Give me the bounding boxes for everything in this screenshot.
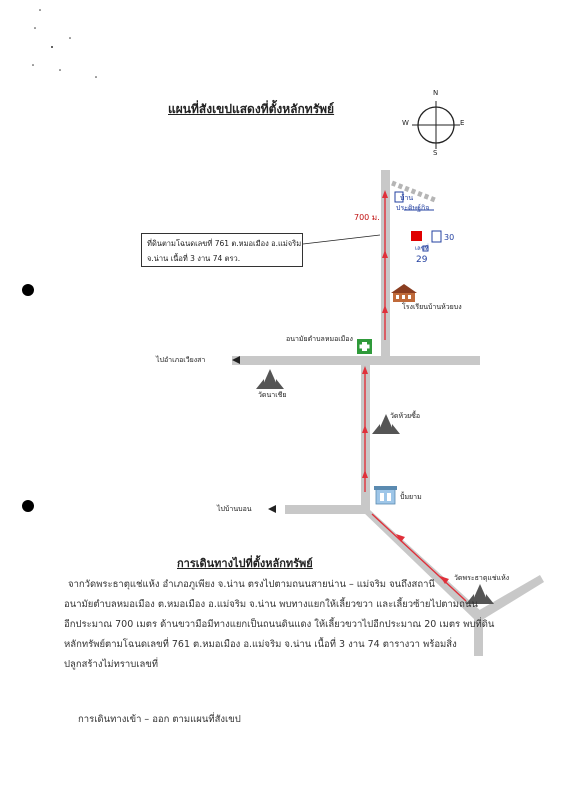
handwritten-house-label: เลขที่ [415, 245, 429, 252]
route-line-5: ปลูกสร้างไม่ทราบเลขที่ [64, 659, 159, 670]
compass-icon [412, 101, 460, 149]
route-title: การเดินทางไปที่ตั้งหลักทรัพย์ [177, 557, 313, 570]
route-description [64, 575, 524, 675]
scan-speckles [32, 9, 97, 78]
binder-hole-bottom [22, 500, 34, 512]
compass-east-label: E [460, 119, 465, 127]
callout-line-2: จ.น่าน เนื้อที่ 3 งาน 74 ตรว. [147, 254, 241, 263]
to-ban-bon-label: ไปบ้านบอน [217, 505, 252, 513]
route-line [362, 190, 466, 601]
route-line-4: หลักทรัพย์ตามโฉนดเลขที่ 761 ต.หมอเมือง อ.แม่จริม จ.น่าน เนื้อที่ 3 งาน 74 ตารางวา พร้อมสิ่ง [64, 639, 457, 650]
handwritten-number-30: 30 [444, 233, 455, 242]
distance-label: 700 ม. [354, 213, 380, 222]
route-line-3: อีกประมาณ 700 เมตร ด้านขวามือมีทางแยกเป็นถนนดินแดง ให้เลี้ยวขวาไปอีกประมาณ 20 เมตร พบที่ดิน [64, 619, 495, 630]
route-line-1: จากวัดพระธาตุแช่แห้ง อำเภอภูเพียง จ.น่าน ตรงไปตามถนนสายน่าน – แม่จริม จนถึงสถานี [68, 579, 435, 590]
binder-hole-top [22, 284, 34, 296]
wat-na-chai-label: วัดนาเชีย [258, 391, 287, 399]
health-station-icon [357, 339, 372, 354]
map-title: แผนที่สังเขปแสดงที่ตั้งหลักทรัพย์ [168, 102, 335, 116]
handwritten-number-29: 29 [416, 255, 428, 265]
to-wiang-sa-label: ไปอำเภอเวียงสา [156, 356, 206, 364]
wat-huai-sue-label: วัดห้วยซื้อ [390, 412, 421, 420]
handwritten-house-note-2: ประดิษฐ์กิจ [396, 204, 430, 212]
school-icon [391, 284, 417, 302]
property-marker [411, 231, 422, 241]
route-line-2: อนามัยตำบลหมอเมือง ต.หมอเมือง อ.แม่จริม จ.น่าน พบทางแยกให้เลี้ยวขวา และเลี้ยวซ้ายไปตามถนน [64, 599, 478, 610]
handwritten-house-note: บ้าน [400, 194, 414, 202]
compass-south-label: S [433, 149, 438, 157]
gas-station-icon [374, 486, 397, 504]
gas-station-label: ปั้มยาม [400, 493, 422, 501]
compass-north-label: N [433, 89, 439, 97]
callout-line-1: ที่ดินตามโฉนดเลขที่ 761 ต.หมอเมือง อ.แม่จริม [147, 239, 302, 248]
temple-icon-na-chai [256, 369, 284, 389]
compass-west-label: W [402, 119, 409, 127]
school-label: โรงเรียนบ้านห้วยบง [402, 303, 462, 311]
health-station-label: อนามัยตำบลหมอเมือง [286, 335, 353, 343]
footer-note: การเดินทางเข้า – ออก ตามแผนที่สังเขป [78, 714, 241, 725]
property-callout [141, 233, 303, 267]
wat-phrathat-label: วัดพระธาตุแช่แห้ง [454, 574, 510, 582]
arrow-to-ban-bon [268, 505, 276, 513]
callout-leader [303, 235, 380, 244]
